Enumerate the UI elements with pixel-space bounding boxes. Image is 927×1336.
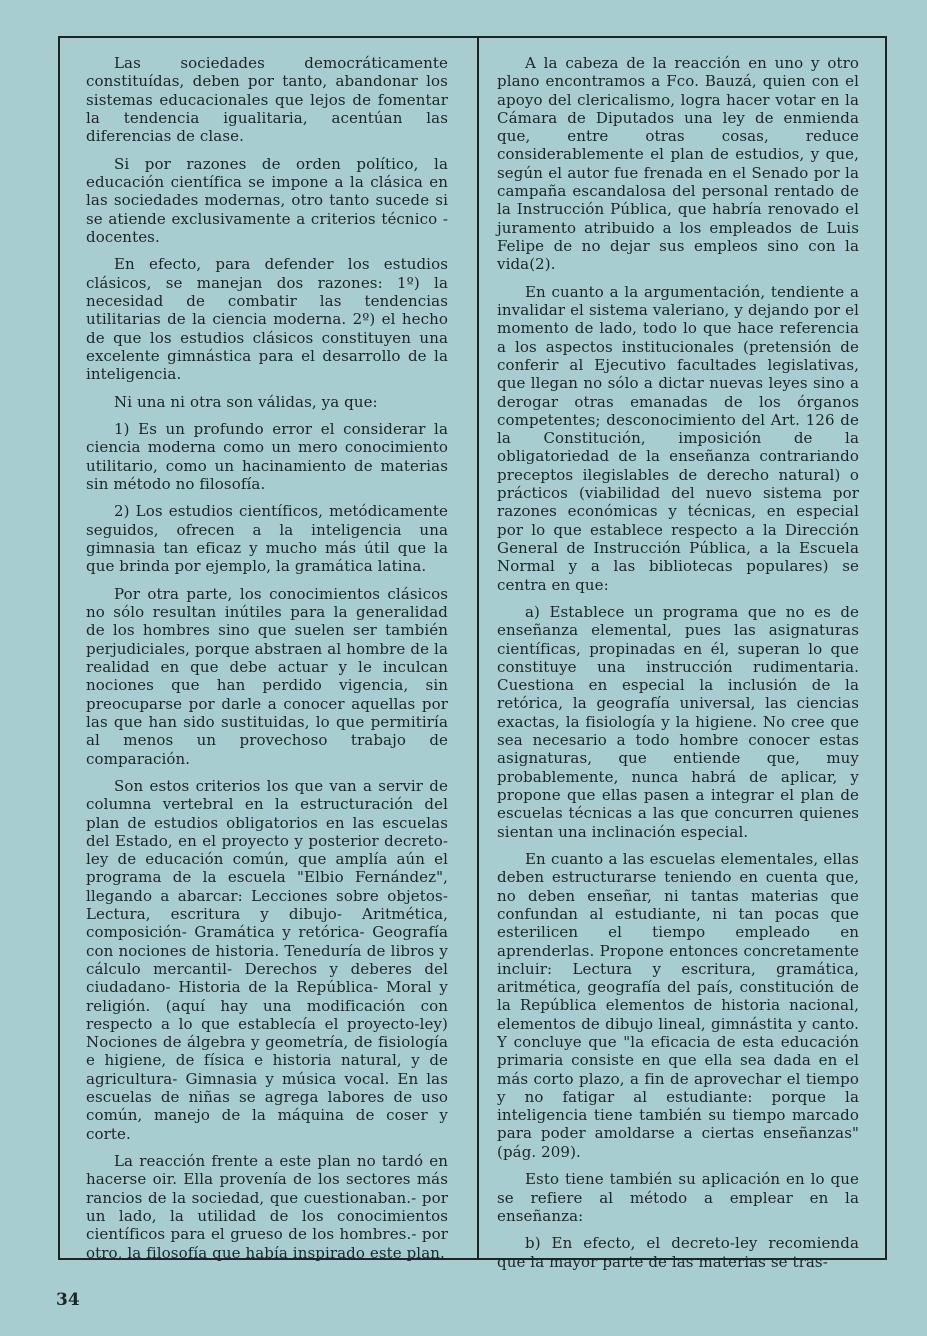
paragraph: En cuanto a las escuelas elementales, ellas deben estructurarse teniendo en cuenta que, no deben enseñar, ni tantas materias que confundan al estudiante, ni tan pocas que esterilicen el tiempo empleado en aprenderlas. Propone entonces concretamente incluir: Lectura y escritura, gramática, aritmética, geografía del país, constitución de la República elementos de historia nacional, elementos de dibujo lineal, gimnástita y canto. Y concluye que "la eficacia de esta educación primaria consiste en que ella sea dada en el más corto plazo, a fin de aprovechar el tiempo y no fatigar al estudiante: porque la inteligencia tiene también su tiempo marcado para poder amoldarse a ciertas enseñanzas" (pág. 209). [497, 850, 859, 1161]
right-column [497, 54, 859, 1280]
paragraph: La reacción frente a este plan no tardó en hacerse oir. Ella provenía de los sectores más rancios de la sociedad, que cuestionaban.- por un lado, la utilidad de los conocimientos científicos para el grueso de los hombres.- por otro, la filosofía que había inspirado este plan. [86, 1152, 448, 1262]
paragraph: En cuanto a la argumentación, tendiente a invalidar el sistema valeriano, y dejando por el momento de lado, todo lo que hace referencia a los aspectos institucionales (pretensión de conferir al Ejecutivo facultades legislativas, que llegan no sólo a dictar nuevas leyes sino a derogar otras emanadas de los órganos competentes; desconocimiento del Art. 126 de la Constitución, imposición de la obligatoriedad de la enseñanza contrariando preceptos ilegislables de derecho natural) o prácticos (viabilidad del nuevo sistema por razones económicas y técnicas, en especial por lo que establece respecto a la Dirección General de Instrucción Pública, a la Escuela Normal y a las bibliotecas populares) se centra en que: [497, 282, 859, 594]
paragraph: Si por razones de orden político, la educación científica se impone a la clásica en las sociedades modernas, otro tanto sucede si se atiende exclusivamente a criterios técnico -docentes. [86, 154, 448, 246]
paragraph: En efecto, para defender los estudios clásicos, se manejan dos razones: 1º) la necesidad de combatir las tendencias utilitarias de la ciencia moderna. 2º) el hecho de que los estudios clásicos constituyen una excelente gimnástica para el desarrollo de la inteligencia. [86, 255, 448, 384]
paragraph: Esto tiene también su aplicación en lo que se refiere al método a emplear en la enseñanza: [497, 1170, 859, 1225]
paragraph: Ni una ni otra son válidas, ya que: [114, 392, 378, 411]
paragraph: a) Establece un programa que no es de enseñanza elemental, pues las asignaturas científicas, propinadas en él, superan lo que constituye una instrucción rudimentaria. Cuestiona en especial la inclusión de la retórica, la geografía universal, las ciencias exactas, la fisiología y la higiene. No cree que sea necesario a todo hombre conocer estas asignaturas, que entiende que, muy probablemente, nunca habrá de aplicar, y propone que ellas pasen a integrar el plan de escuelas técnicas a las que concurren quienes sientan una inclinación especial. [497, 602, 859, 841]
paragraph: 2) Los estudios científicos, metódicamente seguidos, ofrecen a la inteligencia una gimnasia tan eficaz y mucho más útil que la que brinda por ejemplo, la gramática latina. [86, 502, 448, 576]
paragraph: Las sociedades democráticamente constituídas, deben por tanto, abandonar los sistemas educacionales que lejos de fomentar la tendencia igualitaria, acentúan las diferencias de clase. [86, 54, 448, 146]
column-divider [477, 36, 479, 1260]
left-column [86, 54, 448, 1271]
paragraph: 1) Es un profundo error el considerar la ciencia moderna como un mero conocimiento utilitario, como un hacinamiento de materias sin método no filosofía. [86, 420, 448, 493]
paragraph: A la cabeza de la reacción en uno y otro plano encontramos a Fco. Bauzá, quien con el apoyo del clericalismo, logra hacer votar en la Cámara de Diputados una ley de enmienda que, entre otras cosas, reduce considerablemente el plan de estudios, y que, según el autor fue frenada en el Senado por la campaña escandalosa del personal rentado de la Instrucción Pública, que habría renovado el juramento atribuido a los empleados de Luis Felipe de no dejar sus empleos sino con la vida(2). [497, 54, 859, 274]
paragraph: Son estos criterios los que van a servir de columna vertebral en la estructuración del plan de estudios obligatorios en las escuelas del Estado, en el proyecto y posterior decreto-ley de educación común, que amplía aún el programa de la escuela "Elbio Fernández", llegando a abarcar: Lecciones sobre objetos- Lectura, escritura y dibujo- Aritmética, composición- Gramática y retórica- Geografía con nociones de historia. Teneduría de libros y cálculo mercantil- Derechos y deberes del ciudadano- Historia de la República- Moral y religión. (aquí hay una modificación con respecto a lo que establecía el proyecto-ley) Nociones de álgebra y geometría, de fisiología e higiene, de física e historia natural, y de agricultura- Gimnasia y música vocal. En las escuelas de niñas se agrega labores de uso común, manejo de la máquina de coser y corte. [86, 777, 448, 1143]
paragraph: Por otra parte, los conocimientos clásicos no sólo resultan inútiles para la generalidad de los hombres sino que suelen ser también perjudiciales, porque abstraen al hombre de la realidad en que debe actuar y le inculcan nociones que han perdido vigencia, sin preocuparse por darle a conocer aquellas por las que han sido sustituidas, lo que permitiría al menos un provechoso trabajo de comparación. [86, 584, 448, 768]
paragraph: b) En efecto, el decreto-ley recomienda que la mayor parte de las materias se tras- [497, 1234, 859, 1271]
page-number: 34 [56, 1290, 80, 1310]
